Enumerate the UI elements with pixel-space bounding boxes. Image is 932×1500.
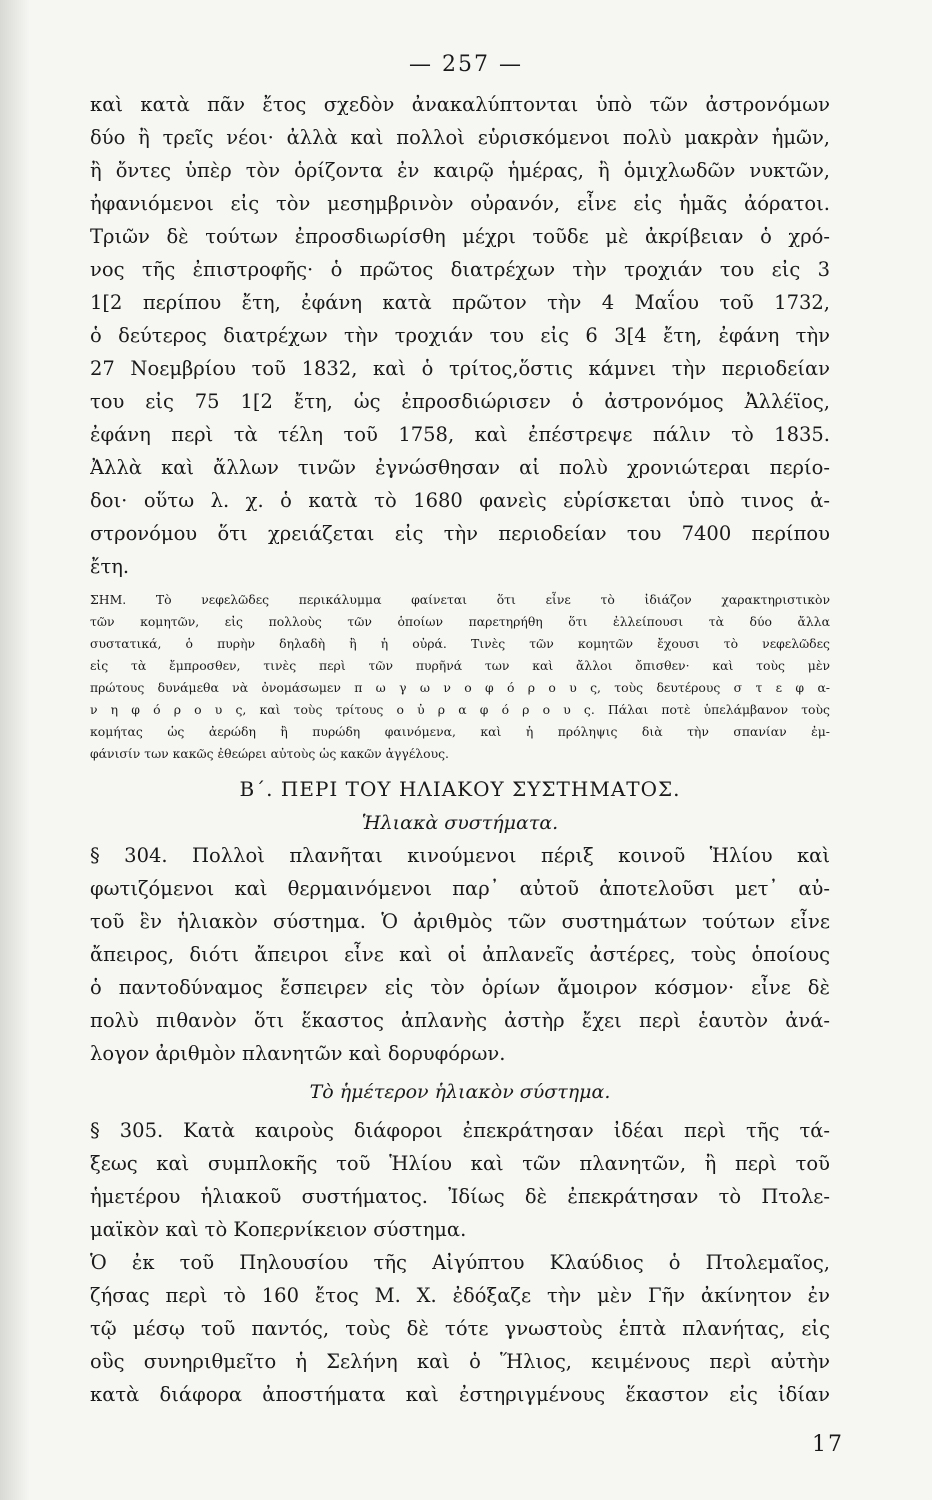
text-line: πολὺ πιθανὸν ὅτι ἕκαστος ἀπλανὴς ἀστὴρ ἔχει περὶ ἑαυτὸν ἀνά-: [90, 1009, 830, 1032]
text-line: οὓς συνηριθμεῖτο ἡ Σελήνη καὶ ὁ Ἥλιος, κειμένους περὶ αὐτὴν: [90, 1350, 830, 1373]
text-line: νος τῆς ἐπιστροφῆς· ὁ πρῶτος διατρέχων τὴν τροχιάν του εἰς 3: [90, 258, 830, 281]
text-body: [90, 88, 830, 1411]
text-line: Ὁ ἐκ τοῦ Πηλουσίου τῆς Αἰγύπτου Κλαύδιος ὁ Πτολεμαῖος,: [90, 1251, 830, 1274]
text-line: ἄπειρος, διότι ἄπειροι εἶνε καὶ οἱ ἀπλανεῖς ἀστέρες, τοὺς ὁποίους: [90, 943, 830, 966]
text-line: ἢ ὄντες ὑπὲρ τὸν ὁρίζοντα ἐν καιρῷ ἡμέρας, ἢ ὁμιχλωδῶν νυκτῶν,: [90, 159, 830, 182]
page-number: — 257 —: [409, 52, 523, 77]
text-line: Τριῶν δὲ τούτων ἐπροσδιωρίσθη μέχρι τοῦδε μὲ ἀκρίβειαν ὁ χρό-: [90, 225, 830, 248]
paragraph-304: [90, 839, 830, 1070]
text-line: δύο ἢ τρεῖς νέοι· ἀλλὰ καὶ πολλοὶ εὑρισκόμενοι πολὺ μακρὰν ἡμῶν,: [90, 126, 830, 149]
footnote: [90, 589, 830, 765]
text-line: ἐφάνη περὶ τὰ τέλη τοῦ 1758, καὶ ἐπέστρεψε πάλιν τὸ 1835.: [90, 423, 830, 446]
text-line: ὁ παντοδύναμος ἔσπειρεν εἰς τὸν ὁρίων ἄμοιρον κόσμον· εἶνε δὲ: [90, 976, 830, 999]
text-line: Ἀλλὰ καὶ ἄλλων τινῶν ἐγνώσθησαν αἱ πολὺ χρονιώτεραι περίο-: [90, 456, 830, 479]
text-line: ἡμετέρου ἡλιακοῦ συστήματος. Ἰδίως δὲ ἐπεκράτησαν τὸ Πτολε-: [90, 1185, 830, 1208]
text-line: τῷ μέσῳ τοῦ παντός, τοὺς δὲ τότε γνωστοὺς ἑπτὰ πλανήτας, εἰς: [90, 1317, 830, 1340]
text-line: φωτιζόμενοι καὶ θερμαινόμενοι παρ᾽ αὐτοῦ ἀποτελοῦσι μετ᾽ αὐ-: [90, 877, 830, 900]
note-line: ν η φ ό ρ ο υ ς, καὶ τοὺς τρίτους ο ὐ ρ α φ ό ρ ο υ ς. Πάλαι ποτὲ ὑπελάμβανον τοὺς: [90, 702, 830, 717]
text-line: § 304. Πολλοὶ πλανῆται κινούμενοι πέριξ κοινοῦ Ἡλίου καὶ: [90, 844, 830, 867]
note-line: συστατικά, ὁ πυρὴν δηλαδὴ ἢ ἡ οὐρά. Τινὲς τῶν κομητῶν ἔχουσι τὸ νεφελῶδες: [90, 636, 830, 651]
paragraph-305: [90, 1114, 830, 1411]
text-line: κατὰ διάφορα ἀποστήματα καὶ ἐστηριγμένους ἕκαστον εἰς ἰδίαν: [90, 1383, 830, 1406]
paragraph-comets: [90, 88, 830, 583]
note-line: ΣΗΜ. Τὸ νεφελῶδες περικάλυμμα φαίνεται ὅτι εἶνε τὸ ἰδιάζον χαρακτηριστικὸν: [90, 592, 830, 607]
text-line: λογον ἀριθμὸν πλανητῶν καὶ δορυφόρων.: [90, 1042, 506, 1065]
text-line: μαϊκὸν καὶ τὸ Κοπερνίκειον σύστημα.: [90, 1218, 467, 1241]
subheading-solar-systems: Ἡλιακὰ συστήματα.: [361, 812, 559, 834]
text-line: ἠφανιόμενοι εἰς τὸν μεσημβρινὸν οὐρανόν, εἶνε εἰς ἡμᾶς ἀόρατοι.: [90, 192, 830, 215]
note-line: τῶν κομητῶν, εἰς πολλοὺς τῶν ὁποίων παρετηρήθη ὅτι ἐλλείπουσι τὰ δύο ἄλλα: [90, 614, 830, 629]
text-line: § 305. Κατὰ καιροὺς διάφοροι ἐπεκράτησαν ἰδέαι περὶ τῆς τά-: [90, 1119, 830, 1142]
note-line: φάνισίν των κακῶς ἐθεώρει αὐτοὺς ὡς κακῶν ἀγγέλους.: [90, 746, 449, 761]
text-line: ζήσας περὶ τὸ 160 ἔτος Μ. Χ. ἐδόξαζε τὴν μὲν Γῆν ἀκίνητον ἐν: [90, 1284, 830, 1307]
subheading-our-solar-system: Τὸ ἡμέτερον ἡλιακὸν σύστημα.: [309, 1081, 611, 1103]
note-line: εἰς τὰ ἔμπροσθεν, τινὲς περὶ τῶν πυρῆνά των καὶ ἄλλοι ὄπισθεν· καὶ τοὺς μὲν: [90, 658, 830, 673]
text-line: του εἰς 75 1[2 ἔτη, ὡς ἐπροσδιώρισεν ὁ ἀστρονόμος Ἀλλέϊος,: [90, 390, 830, 413]
text-line: ξεως καὶ συμπλοκῆς τοῦ Ἡλίου καὶ τῶν πλανητῶν, ἢ περὶ τοῦ: [90, 1152, 830, 1175]
text-line: ὁ δεύτερος διατρέχων τὴν τροχιάν του εἰς 6 3[4 ἔτη, ἐφάνη τὴν: [90, 324, 830, 347]
text-line: καὶ κατὰ πᾶν ἔτος σχεδὸν ἀνακαλύπτονται ὑπὸ τῶν ἀστρονόμων: [90, 93, 830, 116]
note-line: πρώτους δυνάμεθα νὰ ὀνομάσωμεν π ω γ ω ν ο φ ό ρ ο υ ς, τοὺς δευτέρους σ τ ε φ α-: [90, 680, 830, 695]
note-line: κομήτας ὡς ἀερώδη ἢ πυρώδη φαινόμενα, καὶ ἡ πρόληψις διὰ τὴν σπανίαν ἐμ-: [90, 724, 830, 739]
signature-mark: 17: [812, 1432, 844, 1457]
page-edge-shadow: [0, 0, 30, 1500]
text-line: 1[2 περίπου ἔτη, ἐφάνη κατὰ πρῶτον τὴν 4 Μαΐου τοῦ 1732,: [90, 291, 830, 314]
text-line: 27 Νοεμβρίου τοῦ 1832, καὶ ὁ τρίτος,ὅστις κάμνει τὴν περιοδείαν: [90, 357, 830, 380]
text-line: στρονόμου ὅτι χρειάζεται εἰς τὴν περιοδείαν του 7400 περίπου: [90, 522, 830, 545]
text-line: τοῦ ἓν ἡλιακὸν σύστημα. Ὁ ἀριθμὸς τῶν συστημάτων τούτων εἶνε: [90, 910, 830, 933]
text-line: ἔτη.: [90, 555, 130, 578]
section-heading: Β΄. ΠΕΡΙ ΤΟΥ ΗΛΙΑΚΟΥ ΣΥΣΤΗΜΑΤΟΣ.: [239, 777, 681, 801]
text-line: δοι· οὕτω λ. χ. ὁ κατὰ τὸ 1680 φανεὶς εὑρίσκεται ὑπὸ τινος ἀ-: [90, 489, 830, 512]
